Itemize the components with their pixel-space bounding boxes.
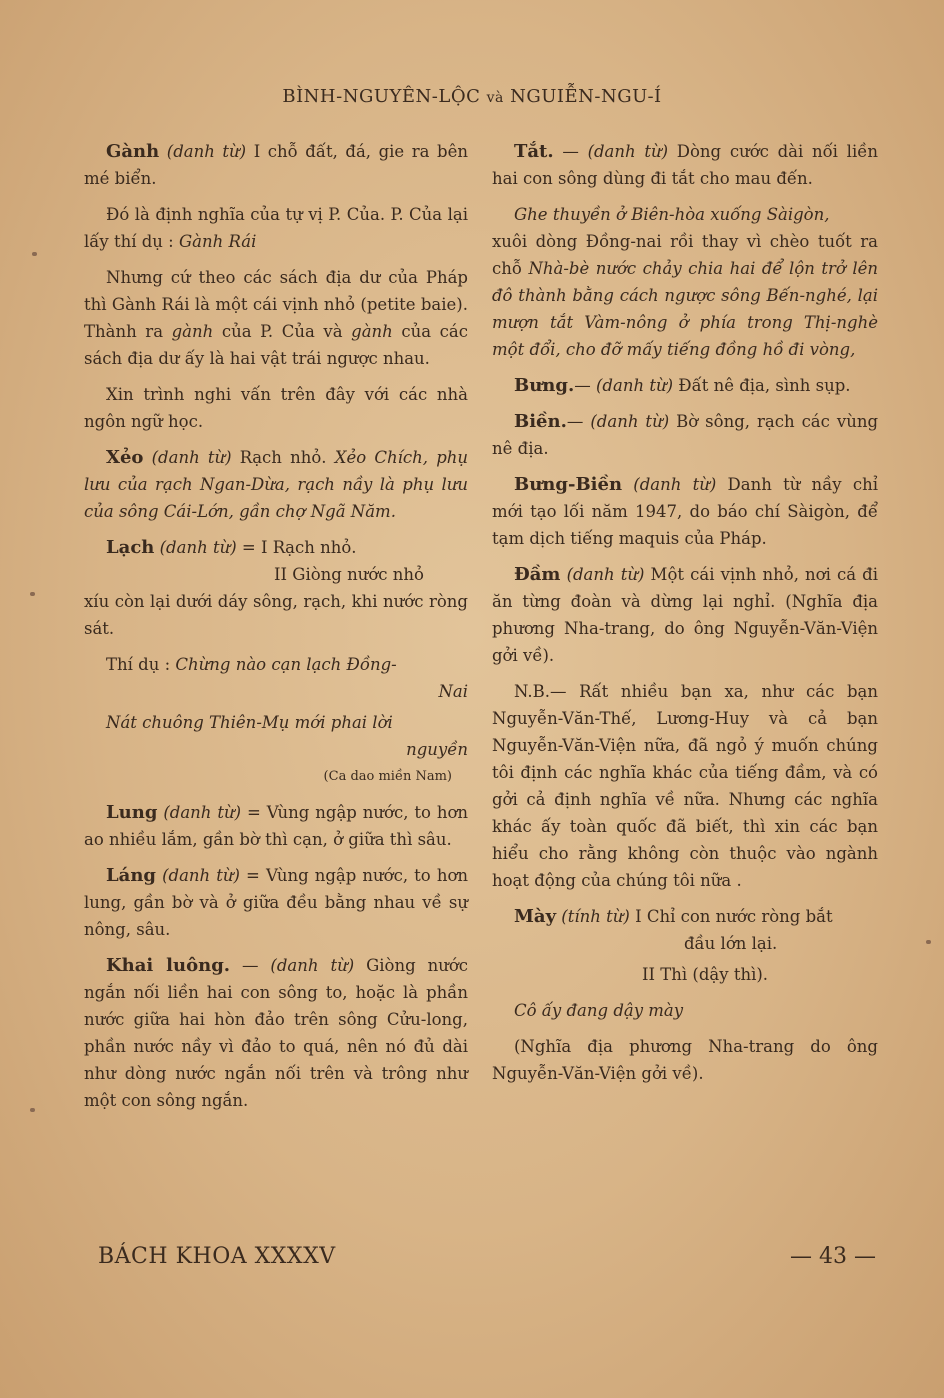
header-authors: BÌNH-NGUYÊN-LỘC [282,86,481,107]
may-def-2: đầu lớn lại. [684,934,778,953]
may-source: (Nghĩa địa phương Nha-trang do ông Nguyễn-Văn-Viện gởi về). [492,1037,878,1083]
ganh-note-2: Nhưng cứ theo các sách địa dư của Pháp thì Gành Rái là một cái vịnh nhỏ (petite baie). Thành ra gành của P. Của và gành của các sách địa dư ấy là hai vật trái ngược nhau. [84,268,469,368]
may-def-3: II Thì (dậy thì). [642,965,769,984]
journal-footer: BÁCH KHOA XXXXV [98,1244,336,1269]
right-column [492,138,878,1096]
entry-ganh: Gành (danh từ) I chỗ đất, đá, gie ra bên mé biển. [84,141,468,188]
header-coauthor: NGUIỄN-NGU-Í [510,86,662,107]
lach-def-3: xíu còn lại dưới dáy sông, rạch, khi nước ròng sát. [84,592,468,638]
nb-note: N.B.— Rất nhiều bạn xa, như các bạn Nguyễn-Văn-Thế, Lương-Huy và cả bạn Nguyễn-Văn-Viện nữa, đã ngỏ ý muốn chúng tôi định các nghĩa khác của tiếng đầm, và có gởi cả định nghĩa về nữa. Nhưng các nghĩa khác ấy toàn quốc đã biết, thì xin các bạn hiểu cho rằng không còn thuộc vào ngành hoạt động của chúng tôi nữa . [492,682,878,890]
left-column [84,138,468,1123]
tat-example-2: xuôi dòng Đồng-nai rồi thay vì chèo tuốt ra chỗ Nhà-bè nước chảy chia hai để lộn trở lên đô thành bằng cách ngược sông Bến-nghé, lại mượn tắt Vàm-nông ở phía trong Thị-nghè một đổi, cho đỡ mấy tiếng đồng hồ đi vòng, [492,232,878,359]
entry-bien: Biền.— (danh từ) Bờ sông, rạch các vùng nê địa. [492,411,879,458]
header-joiner: và [486,90,504,106]
lach-example: Thí dụ : Chừng nào cạn lạch Đồng- [106,655,397,674]
binding-hole-mark [32,252,37,256]
lach-citation: (Ca dao miền Nam) [323,769,452,784]
may-example: Cô ấy đang dậy mày [514,1001,684,1020]
entry-dam: Đầm (danh từ) Một cái vịnh nhỏ, nơi cá đi ăn từng đoàn và dừng lại nghỉ. (Nghĩa địa phương Nha-trang, do ông Nguyễn-Văn-Viện gởi về). [492,564,879,665]
lach-def-2: II Giòng nước nhỏ [274,565,424,584]
binding-hole-mark [926,940,931,944]
entry-bung-bien: Bưng-Biền (danh từ) Danh từ nầy chỉ mới tạo lối năm 1947, do báo chí Sàigòn, để tạm dịch tiếng maquis của Pháp. [492,474,878,548]
ganh-note-3: Xin trình nghi vấn trên đây với các nhà ngôn ngữ học. [84,385,468,431]
entry-lach: Lạch (danh từ) = I Rạch nhỏ. [106,537,357,558]
entry-lung: Lung (danh từ) = Vùng ngập nước, to hơn ao nhiều lắm, gần bờ thì cạn, ở giữa thì sâu. [84,802,469,849]
entry-khai-luong: Khai luông. — (danh từ) Giòng nước ngắn nối liền hai con sông to, hoặc là phần nước giữa hai hòn đảo trên sông Cửu-long, phần nước nầy vì đảo to quá, nên nó đủ dài như dòng nước ngắn nối trên và trông như một con sông ngắn. [84,955,469,1110]
lach-example-3: Nát chuông Thiên-Mụ mới phai lời [106,713,393,732]
page-number: — 43 — [790,1244,876,1269]
entry-may: Mày (tính từ) I Chỉ con nước ròng bắt [514,906,833,927]
entry-bung: Bưng.— (danh từ) Đất nê địa, sình sụp. [514,375,851,396]
entry-tat: Tắt. — (danh từ) Dòng cước dài nối liền hai con sông dùng đi tắt cho mau đến. [492,141,878,188]
lach-example-2: Nai [438,682,468,701]
entry-lang: Láng (danh từ) = Vùng ngập nước, to hơn lung, gần bờ và ở giữa đều bằng nhau về sự nông, sâu. [84,865,469,939]
entry-xeo: Xẻo (danh từ) Rạch nhỏ. Xẻo Chích, phụ lưu của rạch Ngan-Dừa, rạch nầy là phụ lưu của sông Cái-Lớn, gần chợ Ngã Năm. [84,447,469,521]
binding-hole-mark [30,1108,35,1112]
ganh-note-1: Đó là định nghĩa của tự vị P. Của. P. Của lại lấy thí dụ : Gành Rái [84,205,468,251]
tat-example: Ghe thuyền ở Biên-hòa xuống Sàigòn, [514,205,830,224]
binding-hole-mark [30,592,35,596]
running-header [0,86,944,107]
lach-example-4: nguyền [406,740,468,759]
